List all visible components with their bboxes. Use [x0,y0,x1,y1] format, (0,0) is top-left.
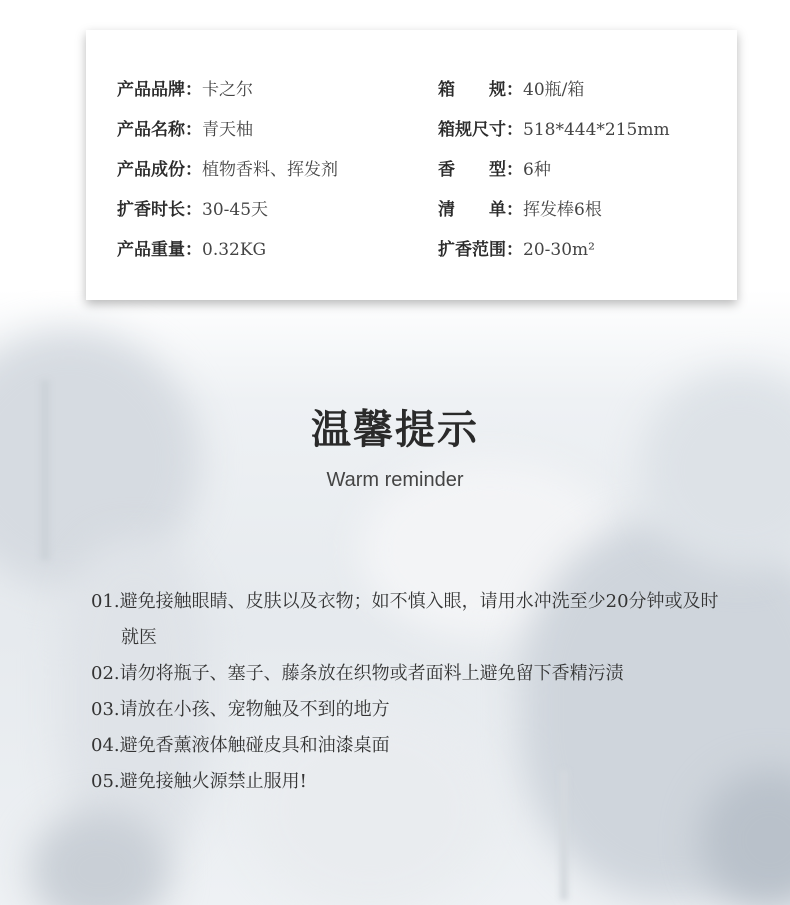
spec-value: 挥发棒6根 [523,200,602,220]
spec-value: 6种 [523,160,551,180]
spec-row-duration [117,190,338,230]
reminder-item: 03.请放在小孩、宠物触及不到的地方 [91,699,390,720]
spec-value: 卡之尔 [202,80,253,100]
spec-label: 产品品牌： [117,80,202,100]
spec-row-weight [117,230,338,270]
spec-column-right [438,70,670,270]
reminder-subtitle: Warm reminder [326,469,464,491]
spec-value: 青天柚 [202,120,253,140]
spec-label: 产品成份： [117,160,202,180]
spec-label: 产品重量： [117,240,202,260]
spec-row-coverage [438,230,670,270]
reminder-item: 01.避免接触眼睛、皮肤以及衣物；如不慎入眼，请用水冲洗至少20分钟或及时就医 [91,591,719,648]
reminder-list [91,584,731,800]
spec-row-brand [117,70,338,110]
spec-label: 香 型： [438,160,523,180]
spec-row-ingredients [117,150,338,190]
spec-label: 清 单： [438,200,523,220]
spec-label: 箱规尺寸： [438,120,523,140]
reminder-item: 02.请勿将瓶子、塞子、藤条放在织物或者面料上避免留下香精污渍 [91,663,624,684]
spec-value: 518*444*215mm [523,120,670,140]
spec-row-carton [438,70,670,110]
spec-row-contents [438,190,670,230]
product-spec-card [86,30,737,300]
spec-value: 30-45天 [202,200,269,220]
spec-value: 植物香料、挥发剂 [202,160,338,180]
spec-column-left [117,70,338,270]
spec-label: 扩香范围： [438,240,523,260]
reminder-title: 温馨提示 [311,406,479,453]
spec-row-carton-size [438,110,670,150]
spec-label: 箱 规： [438,80,523,100]
spec-label: 产品名称： [117,120,202,140]
spec-value: 0.32KG [202,240,267,260]
reminder-item: 05.避免接触火源禁止服用! [91,771,307,792]
spec-value: 40瓶/箱 [523,80,585,100]
spec-row-scent [438,150,670,190]
spec-value: 20-30m² [523,240,595,260]
spec-label: 扩香时长： [117,200,202,220]
reminder-item: 04.避免香薰液体触碰皮具和油漆桌面 [91,735,390,756]
spec-row-name [117,110,338,150]
